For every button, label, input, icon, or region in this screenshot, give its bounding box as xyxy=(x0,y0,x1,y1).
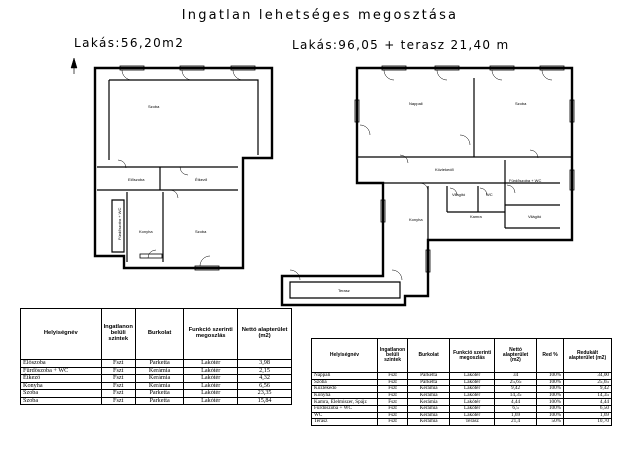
col-header-function: Funkció szerinti megoszlás xyxy=(450,339,495,373)
table-row xyxy=(21,397,292,405)
cell-flooring: Kerámia xyxy=(408,412,450,419)
cell-reduction: 100% xyxy=(537,392,564,399)
cell-function: Lakótér xyxy=(184,375,238,383)
col-header-level: Ingatlanon belüli szintek xyxy=(377,339,407,373)
cell-net-area: 4,44 xyxy=(495,399,537,406)
cell-level: Fszt xyxy=(377,373,407,380)
left-windows xyxy=(120,66,255,270)
col-header-room: Helyiségnév xyxy=(312,339,378,373)
cell-net-area: 25,65 xyxy=(495,379,537,386)
cell-level: Fszt xyxy=(101,397,135,405)
cell-reduction: 100% xyxy=(537,379,564,386)
cell-level: Fszt xyxy=(101,382,135,390)
cell-flooring: Kerámia xyxy=(135,382,183,390)
cell-function: Lakótér xyxy=(184,397,238,405)
cell-reduced-area: 4,44 xyxy=(564,399,612,406)
cell-function: Lakótér xyxy=(450,373,495,380)
table-row xyxy=(312,399,612,406)
cell-flooring: Parketta xyxy=(135,397,183,405)
cell-level: Fszt xyxy=(377,419,407,426)
room-label-vilagito-1: Világító xyxy=(452,192,466,197)
table-row xyxy=(312,373,612,380)
cell-room: Nappali xyxy=(312,373,378,380)
table-row xyxy=(312,419,612,426)
room-label-kozlekedo: Közlekedő xyxy=(435,167,454,172)
unit-left-area-label: Lakás:56,20m2 xyxy=(74,36,185,50)
table-header-row xyxy=(312,339,612,373)
room-label-konyha-left: Konyha xyxy=(139,229,153,234)
cell-level: Fszt xyxy=(377,399,407,406)
cell-net-area: 23,35 xyxy=(238,390,292,398)
right-apartment-walls xyxy=(282,68,572,305)
cell-level: Fszt xyxy=(101,375,135,383)
col-header-net-area: Nettó alapterület (m2) xyxy=(495,339,537,373)
cell-level: Fszt xyxy=(101,390,135,398)
cell-flooring: Parketta xyxy=(135,360,183,368)
table-row xyxy=(312,405,612,412)
cell-flooring: Kerámia xyxy=(408,419,450,426)
cell-level: Fszt xyxy=(101,367,135,375)
room-label-vilagito-2: Világító xyxy=(528,214,542,219)
cell-net-area: 21,4 xyxy=(495,419,537,426)
col-header-flooring: Burkolat xyxy=(408,339,450,373)
room-label-eloszoba: Előszoba xyxy=(128,177,145,182)
cell-room: Terasz xyxy=(312,419,378,426)
cell-reduced-area: 14,35 xyxy=(564,392,612,399)
room-label-etkezo: Étkező xyxy=(195,177,208,182)
cell-reduced-area: 1,69 xyxy=(564,412,612,419)
left-apartment-area-table xyxy=(20,308,292,405)
cell-net-area: 4,32 xyxy=(238,375,292,383)
cell-reduction: 100% xyxy=(537,405,564,412)
unit-right-area-label: Lakás:96,05 + terasz 21,40 m xyxy=(292,38,510,52)
cell-flooring: Parketta xyxy=(408,379,450,386)
cell-reduced-area: 9,42 xyxy=(564,386,612,393)
table-header-row xyxy=(21,309,292,360)
cell-function: Lakótér xyxy=(450,412,495,419)
cell-room: WC xyxy=(312,412,378,419)
cell-net-area: 2,15 xyxy=(238,367,292,375)
cell-flooring: Kerámia xyxy=(408,399,450,406)
col-header-reduced-area: Redukált alapterület (m2) xyxy=(564,339,612,373)
cell-reduced-area: 10,70 xyxy=(564,419,612,426)
table-row xyxy=(21,360,292,368)
cell-net-area: 14,35 xyxy=(495,392,537,399)
cell-level: Fszt xyxy=(377,379,407,386)
cell-reduction: 100% xyxy=(537,386,564,393)
col-header-net-area: Nettó alapterület (m2) xyxy=(238,309,292,360)
cell-reduction: 50% xyxy=(537,419,564,426)
cell-net-area: 3,98 xyxy=(238,360,292,368)
cell-function: Lakótér xyxy=(450,405,495,412)
cell-room: Étkező xyxy=(21,375,102,383)
cell-flooring: Parketta xyxy=(135,390,183,398)
col-header-room: Helyiségnév xyxy=(21,309,102,360)
cell-reduced-area: 6,50 xyxy=(564,405,612,412)
cell-flooring: Kerámia xyxy=(408,405,450,412)
cell-function: Lakótér xyxy=(184,390,238,398)
cell-flooring: Kerámia xyxy=(408,392,450,399)
room-label-furdo-right: Fürdőszoba + WC xyxy=(509,178,542,183)
room-label-szoba-bottom: Szoba xyxy=(195,229,207,234)
cell-level: Fszt xyxy=(377,412,407,419)
cell-flooring: Kerámia xyxy=(408,386,450,393)
cell-level: Fszt xyxy=(101,360,135,368)
cell-reduced-area: 34,00 xyxy=(564,373,612,380)
cell-room: Kamra, Élelmiszer, Spájz xyxy=(312,399,378,406)
cell-room: Közlekedő xyxy=(312,386,378,393)
cell-reduction: 100% xyxy=(537,373,564,380)
cell-flooring: Kerámia xyxy=(135,367,183,375)
col-header-function: Funkció szerinti megoszlás xyxy=(184,309,238,360)
col-header-level: Ingatlanon belüli szintek xyxy=(101,309,135,360)
room-label-wc: WC xyxy=(486,192,493,197)
cell-flooring: Kerámia xyxy=(135,375,183,383)
cell-room: Konyha xyxy=(21,382,102,390)
table-row xyxy=(312,379,612,386)
cell-room: Fürdőszoba + WC xyxy=(21,367,102,375)
cell-net-area: 34 xyxy=(495,373,537,380)
cell-level: Fszt xyxy=(377,405,407,412)
right-apartment-inner-walls xyxy=(290,78,572,298)
cell-net-area: 6,56 xyxy=(238,382,292,390)
cell-function: Lakótér xyxy=(184,382,238,390)
room-label-nappali: Nappali xyxy=(409,101,423,106)
cell-flooring: Parketta xyxy=(408,373,450,380)
cell-function: Lakótér xyxy=(450,379,495,386)
cell-net-area: 9,42 xyxy=(495,386,537,393)
cell-net-area: 1,69 xyxy=(495,412,537,419)
cell-function: Lakótér xyxy=(184,367,238,375)
cell-room: Szoba xyxy=(21,397,102,405)
col-header-flooring: Burkolat xyxy=(135,309,183,360)
room-label-furdo-left: Fürdőszoba + WC xyxy=(117,207,122,240)
cell-room: Szoba xyxy=(21,390,102,398)
cell-net-area: 15,84 xyxy=(238,397,292,405)
cell-room: Fürdőszoba + WC xyxy=(312,405,378,412)
cell-reduction: 100% xyxy=(537,412,564,419)
cell-level: Fszt xyxy=(377,386,407,393)
room-label-kamra: Kamra xyxy=(470,214,482,219)
cell-function: Terasz xyxy=(450,419,495,426)
left-door-swings xyxy=(118,70,243,266)
right-apartment-area-table xyxy=(311,338,612,426)
cell-net-area: 6,5 xyxy=(495,405,537,412)
table-row xyxy=(312,386,612,393)
cell-function: Lakótér xyxy=(450,399,495,406)
table-row xyxy=(312,412,612,419)
cell-function: Lakótér xyxy=(184,360,238,368)
cell-room: Előszoba xyxy=(21,360,102,368)
cell-room: Konyha xyxy=(312,392,378,399)
cell-level: Fszt xyxy=(377,392,407,399)
room-label-terasz: Terasz xyxy=(338,288,350,293)
table-row xyxy=(312,392,612,399)
room-label-szoba-top: Szoba xyxy=(148,104,160,109)
north-arrow-icon xyxy=(71,58,77,74)
room-label-konyha-right: Konyha xyxy=(409,217,423,222)
table-row xyxy=(21,390,292,398)
cell-reduction: 100% xyxy=(537,399,564,406)
col-header-reduction: Red % xyxy=(537,339,564,373)
room-label-szoba-right: Szoba xyxy=(515,101,527,106)
cell-function: Lakótér xyxy=(450,386,495,393)
page-title: Ingatlan lehetséges megosztása xyxy=(181,8,459,23)
cell-reduced-area: 25,65 xyxy=(564,379,612,386)
table-row xyxy=(21,375,292,383)
cell-function: Lakótér xyxy=(450,392,495,399)
cell-room: Szoba xyxy=(312,379,378,386)
